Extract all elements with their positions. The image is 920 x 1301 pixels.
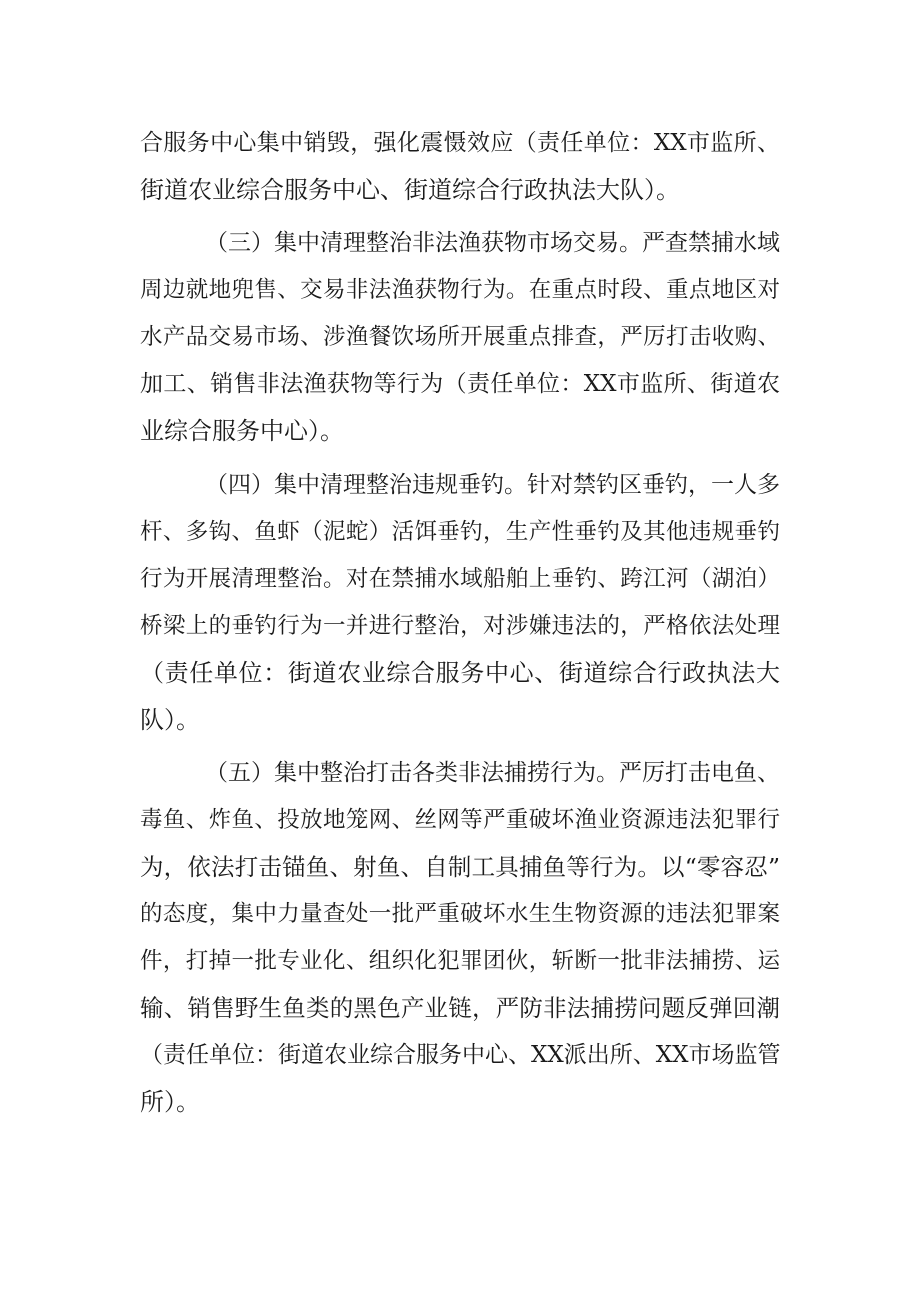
text-line: 毒鱼、炸鱼、投放地笼网、丝网等严重破坏渔业资源违法犯罪行 — [140, 807, 780, 833]
text-line: 杆、多钩、鱼虾（泥蛇）活饵垂钓，生产性垂钓及其他违规垂钓 — [140, 519, 780, 545]
text-line: 所）。 — [140, 1088, 200, 1116]
text-line: 队）。 — [140, 706, 200, 734]
text-line: 桥梁上的垂钓行为一并进行整治，对涉嫌违法的，严格依法处理 — [140, 613, 780, 639]
text-line: （责任单位：街道农业综合服务中心、XX派出所、XX市场监管 — [140, 1042, 781, 1068]
paragraph-heading-3: （三）集中清理整治非法渔获物市场交易。严查禁捕水域 — [205, 230, 780, 256]
text-line: 合服务中心集中销毁，强化震慑效应（责任单位：XX市监所、 — [140, 130, 780, 156]
text-line: 周边就地兜售、交易非法渔获物行为。在重点时段、重点地区对 — [140, 277, 780, 303]
text-line: 为，依法打击锚鱼、射鱼、自制工具捕鱼等行为。以“零容忍” — [140, 853, 780, 881]
paragraph-heading-5: （五）集中整治打击各类非法捕捞行为。严厉打击电鱼、 — [205, 760, 780, 786]
text-line: 行为开展清理整治。对在禁捕水域船舶上垂钓、跨江河（湖泊） — [140, 566, 780, 592]
text-line: 水产品交易市场、涉渔餐饮场所开展重点排查，严厉打击收购、 — [140, 324, 780, 350]
text-line: 件，打掉一批专业化、组织化犯罪团伙，斩断一批非法捕捞、运 — [140, 948, 780, 974]
text-line: 街道农业综合服务中心、街道综合行政执法大队）。 — [140, 176, 680, 204]
paragraph-heading-4: （四）集中清理整治违规垂钓。针对禁钓区垂钓，一人多 — [205, 472, 780, 498]
text-line: 加工、销售非法渔获物等行为（责任单位：XX市监所、街道农 — [140, 371, 780, 397]
text-line: 业综合服务中心）。 — [140, 417, 344, 445]
text-line: 的态度，集中力量查处一批严重破坏水生生物资源的违法犯罪案 — [140, 901, 780, 927]
text-line: 输、销售野生鱼类的黑色产业链，严防非法捕捞问题反弹回潮 — [140, 994, 780, 1022]
text-line: （责任单位：街道农业综合服务中心、街道综合行政执法大 — [140, 659, 780, 687]
